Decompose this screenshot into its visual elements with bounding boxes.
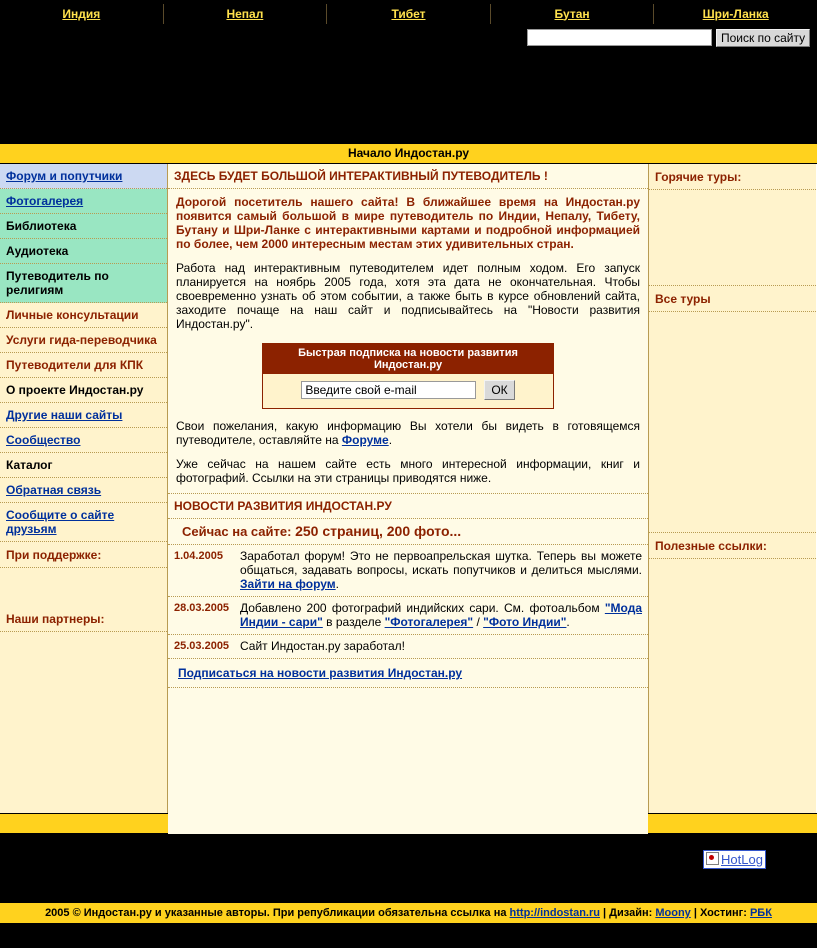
search-input-wrapper[interactable] <box>527 29 712 46</box>
sidebar-item-photogallery[interactable] <box>0 189 167 214</box>
sidebar-item-pda-guides[interactable]: Путеводители для КПК <box>0 353 167 378</box>
subscribe-box-title: Быстрая подписка на новости развития Индостан.ру <box>263 344 553 374</box>
hotlog-counter-link[interactable] <box>703 850 766 869</box>
sidebar-link-forum[interactable]: Форум и попутчики <box>6 169 123 183</box>
nav-item-nepal[interactable] <box>164 4 328 24</box>
news-item-2-link-photos[interactable]: "Фото Индии" <box>483 615 567 629</box>
useful-links-header: Полезные ссылки: <box>649 533 816 559</box>
site-search-bar <box>0 27 817 49</box>
news-item-3-date: 25.03.2005 <box>174 640 230 652</box>
search-input[interactable] <box>528 30 711 45</box>
nav-item-india[interactable] <box>0 4 164 24</box>
sidebar-link-feedback[interactable]: Обратная связь <box>6 483 102 497</box>
news-item-2 <box>168 597 648 635</box>
sidebar-item-forum[interactable] <box>0 164 167 189</box>
existing-content-paragraph: Уже сейчас на нашем сайте есть много интересной информации, книг и фотографий. Ссылки на эти страницы приводятся ниже. <box>176 457 640 485</box>
nav-link-nepal[interactable]: Непал <box>226 6 264 21</box>
news-item-2-text <box>240 601 642 629</box>
subscribe-ok-button[interactable]: ОК <box>484 380 514 400</box>
sidebar-partners-header: Наши партнеры: <box>0 606 167 632</box>
subscribe-box-body <box>263 374 553 408</box>
forum-link[interactable]: Форуме <box>341 433 389 447</box>
sidebar-item-community[interactable] <box>0 428 167 453</box>
sidebar-item-religions-guide[interactable]: Путеводитель по религиям <box>0 264 167 303</box>
news-item-1 <box>168 545 648 597</box>
news-item-2-separator: / <box>473 615 484 629</box>
site-stats-value: 250 страниц, 200 фото... <box>295 523 462 539</box>
news-subscribe-link-row <box>168 659 648 688</box>
copyright-text: 2005 © Индостан.ру и указанные авторы. При републикации обязательна ссылка на <box>45 907 510 919</box>
news-item-3-text: Сайт Индостан.ру заработал! <box>240 639 405 653</box>
sidebar-link-photogallery[interactable]: Фотогалерея <box>6 194 84 208</box>
wishes-text-before: Свои пожелания, какую информацию Вы хотели бы видеть в готовящемся путеводителе, оставляйте на <box>176 419 640 447</box>
nav-link-srilanka[interactable]: Шри-Ланка <box>702 6 769 21</box>
nav-item-bhutan[interactable] <box>491 4 655 24</box>
nav-item-srilanka[interactable] <box>654 4 817 24</box>
hotlog-counter-label: HotLog <box>721 852 763 867</box>
hot-tours-slot <box>649 190 816 286</box>
sidebar-item-about-project[interactable]: О проекте Индостан.ру <box>0 378 167 403</box>
designer-link[interactable]: Moony <box>655 907 691 919</box>
all-tours-slot <box>649 312 816 533</box>
subscribe-email-input[interactable] <box>301 381 476 399</box>
news-item-3 <box>168 635 648 659</box>
hot-tours-header: Горячие туры: <box>649 164 816 190</box>
nav-item-tibet[interactable] <box>327 4 491 24</box>
main-content <box>0 164 817 813</box>
sidebar-item-tell-friends[interactable] <box>0 503 167 542</box>
news-item-2-link-album[interactable]: "Мода Индии - сари" <box>240 601 642 629</box>
nav-link-bhutan[interactable]: Бутан <box>554 6 590 21</box>
news-item-1-text-before: Заработал форум! Это не первоапрельская шутка. Теперь вы можете общаться, задавать вопросы, искать попутчиков и делиться мыслями. <box>240 549 642 577</box>
sidebar-item-other-sites[interactable] <box>0 403 167 428</box>
guide-progress-paragraph: Работа над интерактивным путеводителем идет полным ходом. Его запуск планируется на ноябрь 2005 года, хотя эта дата не окончательная. Чтобы своевременно узнать об этом событии, а также быть в курсе обновлений сайта, заходите почаще на наш сайт и подписывайтесь на "Новости развития Индостан.ру". <box>176 261 640 331</box>
wishes-paragraph <box>168 417 648 455</box>
useful-links-slot <box>649 559 816 619</box>
sidebar-link-tell-friends[interactable]: Сообщите о сайте друзьям <box>6 508 115 536</box>
footer-banner-area <box>0 834 817 902</box>
site-stats-line <box>168 519 648 545</box>
sidebar-item-audiotheque[interactable]: Аудиотека <box>0 239 167 264</box>
sidebar-support-slot <box>0 568 167 606</box>
news-item-2-date: 28.03.2005 <box>174 602 230 614</box>
sidebar-item-guide-services[interactable]: Услуги гида-переводчика <box>0 328 167 353</box>
sidebar-item-library[interactable]: Библиотека <box>0 214 167 239</box>
top-navigation <box>0 0 817 27</box>
design-label: | Дизайн: <box>599 907 656 919</box>
news-item-2-text-after: . <box>566 615 570 629</box>
news-item-2-text-mid: в разделе <box>322 615 385 629</box>
site-stats-prefix: Сейчас на сайте: <box>182 524 296 539</box>
news-item-2-text-before: Добавлено 200 фотографий индийских сари. См. фотоальбом <box>240 601 605 615</box>
sidebar-item-catalog[interactable]: Каталог <box>0 453 167 478</box>
banner-area <box>0 49 817 144</box>
news-item-1-link[interactable]: Зайти на форум <box>240 577 336 591</box>
news-section-header: НОВОСТИ РАЗВИТИЯ ИНДОСТАН.РУ <box>168 493 648 519</box>
news-item-1-text-after: . <box>335 577 339 591</box>
site-url-link[interactable]: http://indostan.ru <box>509 907 600 919</box>
all-tours-header[interactable]: Все туры <box>649 286 816 312</box>
content-column <box>168 164 649 813</box>
sidebar-link-community[interactable]: Сообщество <box>6 433 81 447</box>
nav-link-tibet[interactable]: Тибет <box>391 6 426 21</box>
sidebar-link-other-sites[interactable]: Другие наши сайты <box>6 408 123 422</box>
sidebar-item-consultations[interactable]: Личные консультации <box>0 303 167 328</box>
nav-link-india[interactable]: Индия <box>62 6 101 21</box>
news-subscribe-link[interactable]: Подписаться на новости развития Индостан.ру <box>178 666 463 680</box>
guide-announcement-header: ЗДЕСЬ БУДЕТ БОЛЬШОЙ ИНТЕРАКТИВНЫЙ ПУТЕВОДИТЕЛЬ ! <box>168 164 648 189</box>
news-item-1-text <box>240 549 642 591</box>
search-button[interactable]: Поиск по сайту <box>716 29 810 47</box>
right-column <box>649 164 816 813</box>
guide-lead-paragraph: Дорогой посетитель нашего сайта! В ближайшее время на Индостан.ру появится самый большой в мире путеводитель по Индии, Непалу, Тибету, Бутану и Шри-Ланке с интерактивными картами и подробной информацией по более, чем 2000 интересным местам этих удивительных стран. <box>176 195 640 251</box>
news-item-2-link-gallery[interactable]: "Фотогалерея" <box>384 615 474 629</box>
hosting-link[interactable]: РБК <box>749 907 772 919</box>
copyright-bar <box>0 902 817 923</box>
broken-image-icon <box>706 852 719 865</box>
sidebar <box>0 164 168 813</box>
wishes-text-after: . <box>388 433 393 447</box>
page-title: Начало Индостан.ру <box>0 144 817 164</box>
subscribe-box <box>262 343 554 409</box>
hosting-label: | Хостинг: <box>690 907 750 919</box>
sidebar-support-header: При поддержке: <box>0 542 167 568</box>
news-item-1-date: 1.04.2005 <box>174 550 223 562</box>
sidebar-item-feedback[interactable] <box>0 478 167 503</box>
